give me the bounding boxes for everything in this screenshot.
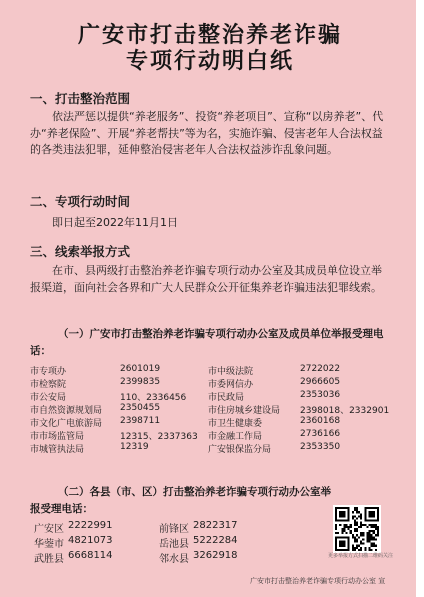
phone-number: 2736166 xyxy=(300,429,341,439)
unit-name: 广安银保监分局 xyxy=(208,445,272,455)
unit-name: 广安区 xyxy=(34,524,64,535)
section-1-heading: 一、打击整治范围 xyxy=(30,91,131,106)
unit-name: 市卫生健康委 xyxy=(208,419,263,429)
unit-name: 市委网信办 xyxy=(208,380,254,390)
phone-number: 3262918 xyxy=(193,550,238,561)
phone-number: 4821073 xyxy=(68,535,113,546)
unit-name: 市市场监管局 xyxy=(30,432,85,442)
phone-number: 2722022 xyxy=(300,364,341,374)
title-line-2: 专项行动明白纸 xyxy=(125,48,294,74)
footer-issuer: 广安市打击整治养老诈骗专项行动办公室 宣 xyxy=(250,577,386,585)
city-phone-row xyxy=(30,390,410,403)
phone-number: 2398018、2332901 xyxy=(300,406,390,416)
city-phone-row xyxy=(30,416,410,429)
county-phone-heading: （二）各县（市、区）打击整治养老诈骗专项行动办公室举报受理电话： xyxy=(30,486,331,515)
phone-number: 2399835 xyxy=(120,377,161,387)
unit-name: 市金融工作局 xyxy=(208,432,263,442)
unit-name: 市自然资源规划局 xyxy=(30,406,103,416)
county-phone-row xyxy=(34,550,284,565)
qr-code-icon xyxy=(333,505,381,553)
unit-name: 邻水县 xyxy=(159,554,189,565)
county-phone-table xyxy=(34,520,284,565)
title-line-1: 广安市打击整治养老诈骗 xyxy=(77,22,342,48)
unit-name: 前锋区 xyxy=(159,524,189,535)
phone-number: 2966605 xyxy=(300,377,341,387)
unit-name: 市检察院 xyxy=(30,380,67,390)
phone-number: 6668114 xyxy=(68,550,113,561)
phone-number: 110、2336456 xyxy=(120,393,187,403)
city-phone-row xyxy=(30,442,410,455)
unit-name: 岳池县 xyxy=(159,539,189,550)
unit-name: 市公安局 xyxy=(30,393,67,403)
city-phone-row xyxy=(30,377,410,390)
section-3-body: 在市、县两级打击整治养老诈骗专项行动办公室及其成员单位设立举报渠道，面向社会各界和广大人民群众公开征集养老诈骗违法犯罪线索。 xyxy=(30,264,382,294)
phone-number: 2350455 xyxy=(120,403,161,413)
city-phone-row xyxy=(30,364,410,377)
section-2-heading: 二、专项行动时间 xyxy=(30,194,131,209)
city-phone-row xyxy=(30,403,410,416)
phone-number: 2360168 xyxy=(300,416,341,426)
phone-number: 2822317 xyxy=(193,520,238,531)
unit-name: 市中级法院 xyxy=(208,367,254,377)
county-phone-row xyxy=(34,520,284,535)
unit-name: 市文化广电旅游局 xyxy=(30,419,103,429)
phone-number: 2222991 xyxy=(68,520,113,531)
city-phone-heading: （一）广安市打击整治养老诈骗专项行动办公室及成员单位举报受理电话： xyxy=(30,328,384,357)
phone-number: 2353350 xyxy=(300,442,341,452)
unit-name: 武胜县 xyxy=(34,554,64,565)
qr-caption: 更多举报方式扫描二维码关注 xyxy=(328,553,394,559)
phone-number: 5222284 xyxy=(193,535,238,546)
phone-number: 2353036 xyxy=(300,390,341,400)
unit-name: 市民政局 xyxy=(208,393,245,403)
phone-number: 2601019 xyxy=(120,364,161,374)
city-phone-table xyxy=(30,364,410,455)
city-phone-row xyxy=(30,429,410,442)
section-3-heading: 三、线索举报方式 xyxy=(30,244,131,259)
phone-number: 12319 xyxy=(120,442,149,452)
unit-name: 华蓥市 xyxy=(34,539,64,550)
phone-number: 2398711 xyxy=(120,416,161,426)
unit-name: 市住房城乡建设局 xyxy=(208,406,281,416)
phone-number: 12315、2337363 xyxy=(120,432,198,442)
county-phone-row xyxy=(34,535,284,550)
unit-name: 市城管执法局 xyxy=(30,445,85,455)
section-1-body: 依法严惩以提供“养老服务”、投资“养老项目”、宣称“以房养老”、代办“养老保险”、开展“养老帮扶”等为名，实施诈骗、侵害老年人合法权益的各类违法犯罪，延伸整治侵害老年人合法权益涉诈乱象问题。 xyxy=(30,110,384,157)
unit-name: 市专项办 xyxy=(30,367,67,377)
section-2-body: 即日起至2022年11月1日 xyxy=(52,216,178,229)
